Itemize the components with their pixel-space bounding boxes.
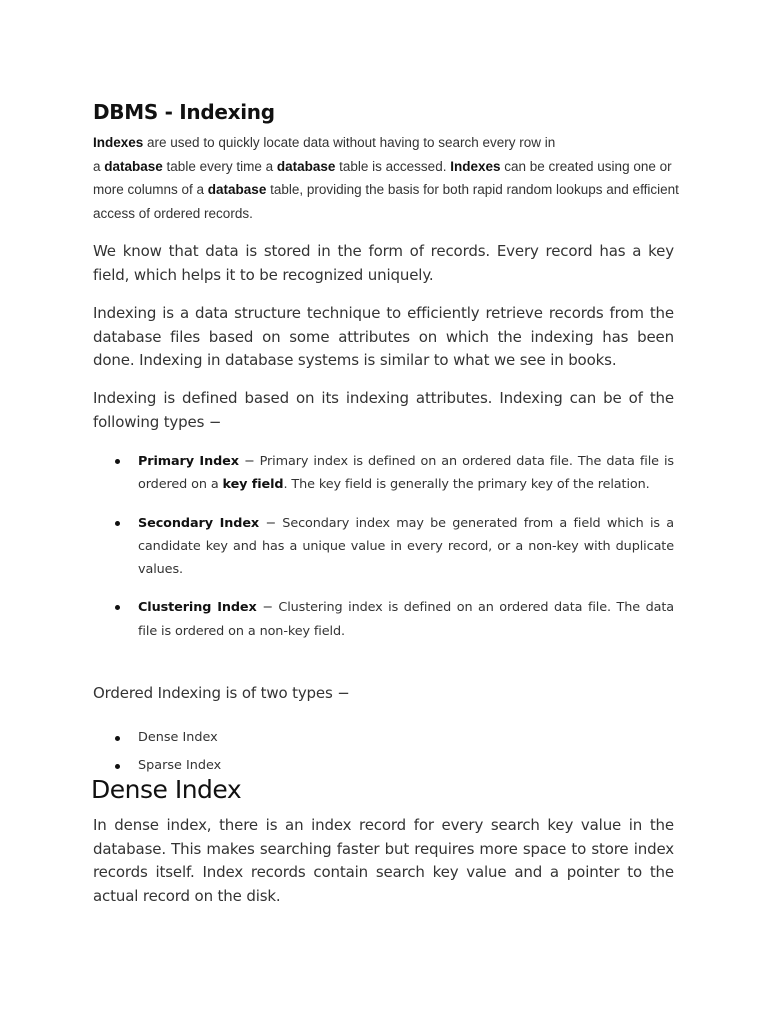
ordered-types-list <box>110 724 674 780</box>
paragraph-records: We know that data is stored in the form of records. Every record has a key field, which helps it to be recognized uniquely. <box>93 242 674 284</box>
list-item: Dense Index <box>110 724 674 752</box>
list-item: Clustering Index − Clustering index is defined on an ordered data file. The data file is ordered on a non-key field. <box>110 596 674 643</box>
intro-paragraph <box>93 131 683 225</box>
list-item: Secondary Index − Secondary index may be generated from a field which is a candidate key and has a unique value in every record, or a non-key with duplicate values. <box>110 512 674 582</box>
paragraph-dense-index: In dense index, there is an index record for every search key value in the database. This makes searching faster but requires more space to store index records itself. Index records contain search key value and a pointer to the actual record on the disk. <box>93 816 674 905</box>
intro-term: database <box>276 158 336 174</box>
list-item: Primary Index − Primary index is defined on an ordered data file. The data file is ordered on a key field. The key field is generally the primary key of the relation. <box>110 450 674 497</box>
bullet-icon <box>115 459 120 464</box>
bullet-icon <box>115 521 120 526</box>
paragraph-ordered-intro: Ordered Indexing is of two types − <box>93 684 350 702</box>
paragraph-technique: Indexing is a data structure technique to efficiently retrieve records from the database files based on some attributes on which the indexing has been done. Indexing in database systems is similar to what we see in books. <box>93 304 674 369</box>
bullet-icon <box>115 764 120 769</box>
intro-term: Indexes <box>450 158 501 174</box>
term-primary-index: Primary Index <box>138 454 239 469</box>
section-heading-dense-index: Dense Index <box>91 775 242 804</box>
intro-text: table every time a <box>162 158 277 174</box>
intro-term: Indexes <box>93 135 144 150</box>
intro-text: a <box>93 158 105 174</box>
term-secondary-index: Secondary Index <box>138 515 260 531</box>
list-item: Sparse Index <box>110 752 674 780</box>
term-clustering-index: Clustering Index <box>138 600 257 616</box>
index-types-list <box>110 450 674 658</box>
page-title: DBMS - Indexing <box>93 100 275 124</box>
intro-term: database <box>207 182 267 197</box>
intro-text: can be created using one or more columns of a <box>93 158 672 197</box>
paragraph-types-intro: Indexing is defined based on its indexing attributes. Indexing can be of the following types − <box>93 389 674 431</box>
term-key-field: key field <box>222 477 284 493</box>
bullet-icon <box>115 605 120 610</box>
bullet-icon <box>115 736 120 741</box>
intro-text: table, providing the basis for both rapid random lookups and efficient access of ordered records. <box>93 182 679 221</box>
intro-term: database <box>104 158 163 174</box>
intro-text: table is accessed. <box>335 158 451 174</box>
intro-text: are used to quickly locate data without having to search every row in <box>143 135 556 150</box>
